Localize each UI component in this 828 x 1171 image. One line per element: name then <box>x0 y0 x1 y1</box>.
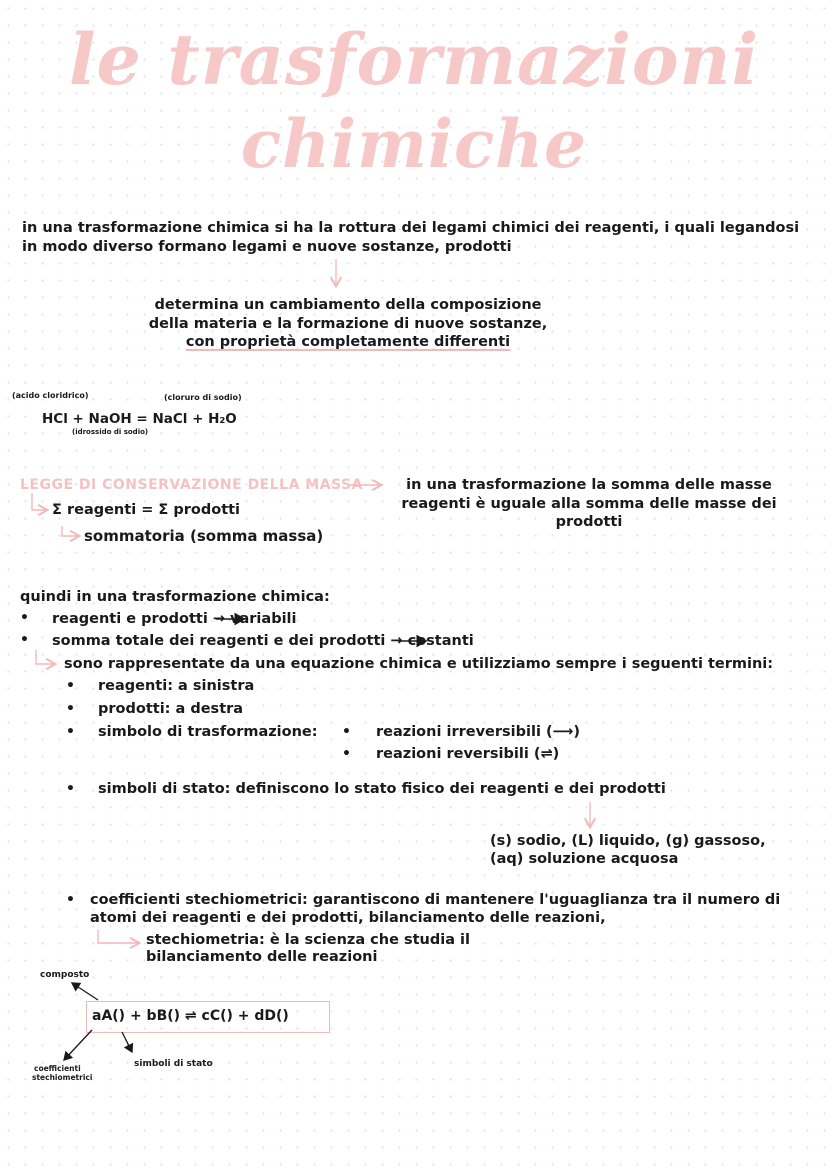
quindi-sub: sono rappresentate da una equazione chimica e utilizziamo sempre i seguenti termini: <box>64 656 774 672</box>
arrow-simboli <box>122 1032 132 1052</box>
bullet-dot: • <box>342 746 351 762</box>
diagram-simboli-stato: simboli di stato <box>134 1059 213 1069</box>
reaction-equation: HCl + NaOH = NaCl + H₂O <box>42 411 237 427</box>
arrow-composto <box>72 983 98 1000</box>
bullet-dot: • <box>66 701 75 717</box>
law-sigma: Σ reagenti = Σ prodotti <box>52 502 241 518</box>
intro-line1: in una trasformazione chimica si ha la rottura dei legami chimici dei reagenti, i quali legandosi <box>22 220 800 236</box>
quindi-heading: quindi in una trasformazione chimica: <box>20 589 330 605</box>
stati-line1: (s) sodio, (L) liquido, (g) gassoso, <box>490 833 766 849</box>
arrow-coefficienti <box>64 1030 92 1060</box>
label-idrossido-di-sodio: (idrossido di sodio) <box>72 428 149 436</box>
bullet-dot: • <box>66 724 75 740</box>
intro-line2: in modo diverso formano legami e nuove sostanze, prodotti <box>22 239 512 255</box>
quindi-bullet-costanti: somma totale dei reagenti e dei prodotti → costanti <box>52 633 474 649</box>
law-heading: LEGGE DI CONSERVAZIONE DELLA MASSA <box>20 477 363 493</box>
diagram-coeff-line2: stechiometrici <box>32 1073 93 1082</box>
law-sommatoria: sommatoria (somma massa) <box>84 527 324 545</box>
quindi-bullet-variabili: reagenti e prodotti → variabili <box>52 611 297 627</box>
diagram-composto: composto <box>40 970 90 980</box>
bullet-dot: • <box>66 892 75 908</box>
diagram-equation: aA() + bB() ⇌ cC() + dD() <box>92 1008 289 1024</box>
bullet-dot: • <box>66 781 75 797</box>
stech-line1: stechiometria: è la scienza che studia il <box>146 932 470 948</box>
determina-line2: della materia e la formazione di nuove sostanze, <box>148 316 548 332</box>
page-title-line1: le trasformazioni <box>68 18 760 101</box>
determina-line3-text: con proprietà completamente differenti <box>185 334 511 350</box>
arrow-law-sommatoria <box>62 526 78 536</box>
term-irreversibili: reazioni irreversibili (⟶) <box>376 724 581 740</box>
label-acido-cloridrico: (acido cloridrico) <box>12 391 89 400</box>
term-reversibili: reazioni reversibili (⇌) <box>376 746 560 762</box>
diagram-coeff-line1: coefficienti <box>34 1064 81 1073</box>
law-desc-line2: reagenti è uguale alla somma delle masse dei <box>401 496 777 512</box>
determina-line1: determina un cambiamento della composizione <box>154 297 542 313</box>
law-desc-line3: prodotti <box>555 514 623 530</box>
stati-line2: (aq) soluzione acquosa <box>490 851 679 867</box>
arrow-stechiometria <box>98 930 138 943</box>
coeff-line1: coefficienti stechiometrici: garantiscono di mantenere l'uguaglianza tra il numero di <box>90 892 781 908</box>
page-title-line2: chimiche <box>240 105 588 183</box>
term-reagenti: reagenti: a sinistra <box>98 678 255 694</box>
bullet-dot: • <box>342 724 351 740</box>
term-prodotti: prodotti: a destra <box>98 701 244 717</box>
bullet-dot: • <box>66 678 75 694</box>
arrow-quindi-sub <box>36 650 54 664</box>
bullet-dot: • <box>20 632 29 648</box>
stech-line2: bilanciamento delle reazioni <box>146 949 378 965</box>
arrow-law-sigma <box>32 493 46 510</box>
coeff-line2: atomi dei reagenti e dei prodotti, bilanciamento delle reazioni, <box>90 910 606 926</box>
bullet-dot: • <box>20 610 29 626</box>
term-simbolo: simbolo di trasformazione: <box>98 724 318 740</box>
term-stato: simboli di stato: definiscono lo stato fisico dei reagenti e dei prodotti <box>98 781 666 797</box>
law-desc-line1: in una trasformazione la somma delle masse <box>406 477 772 493</box>
label-cloruro-di-sodio: (cloruro di sodio) <box>164 393 242 402</box>
